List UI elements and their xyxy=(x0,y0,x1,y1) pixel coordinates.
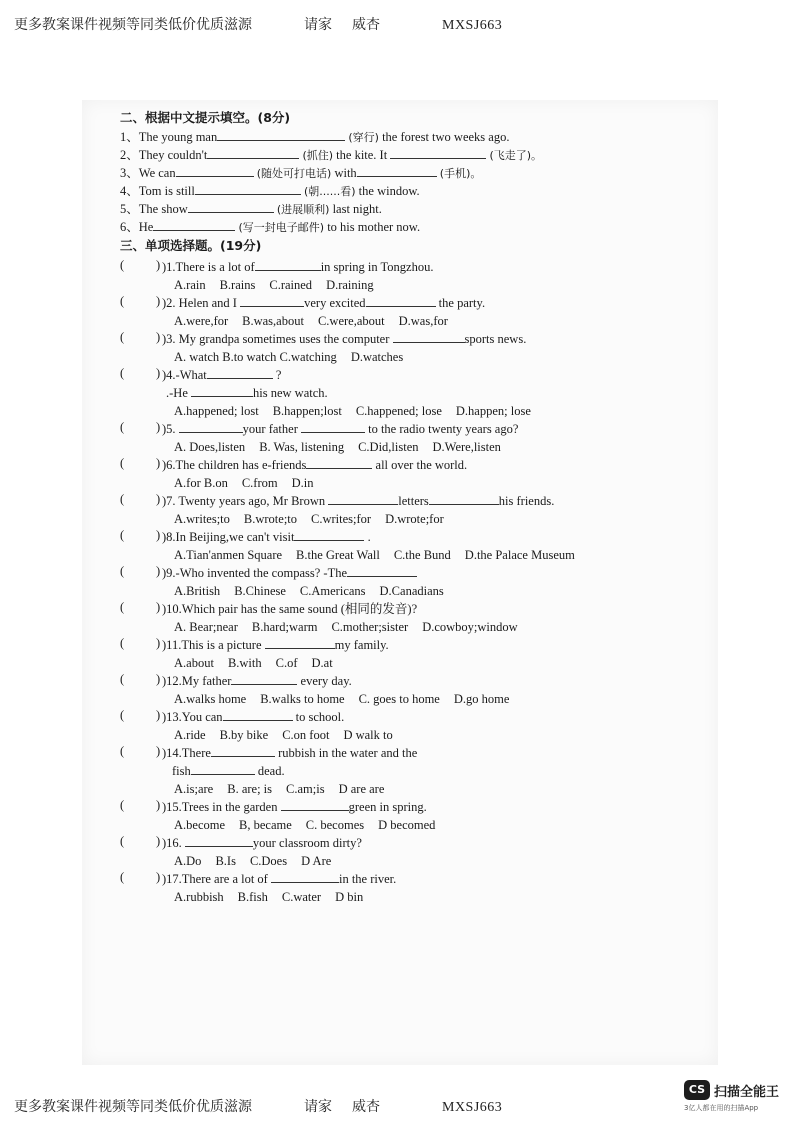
question-text: green in spring. xyxy=(348,800,427,814)
options xyxy=(162,816,678,834)
question-text: )7. Twenty years ago, Mr Brown xyxy=(162,494,326,508)
question-text: )2. Helen and I xyxy=(162,296,237,310)
question-text: )10.Which pair has the same sound (相同的发音)? xyxy=(162,602,418,616)
answer-blank[interactable] xyxy=(207,366,273,379)
answer-blank[interactable] xyxy=(211,744,275,757)
options xyxy=(162,726,678,744)
option[interactable]: A.Tian'anmen Square xyxy=(174,548,283,562)
question-10 xyxy=(118,600,678,636)
question-text: the party. xyxy=(438,296,486,310)
answer-blank[interactable] xyxy=(231,672,297,685)
question-text: )16. xyxy=(162,836,182,850)
option[interactable]: B. Was, listening xyxy=(259,440,345,454)
answer-blank[interactable] xyxy=(306,456,372,469)
option[interactable]: D.was,for xyxy=(398,314,448,328)
answer-blank[interactable] xyxy=(240,294,304,307)
answer-paren[interactable] xyxy=(120,564,164,579)
question-4 xyxy=(118,366,678,420)
option[interactable]: D becomed xyxy=(378,818,436,832)
question-text: )13.You can xyxy=(162,710,223,724)
answer-blank[interactable] xyxy=(176,164,254,177)
option[interactable]: C. goes to home xyxy=(358,692,440,706)
option[interactable]: C.Americans xyxy=(299,584,366,598)
answer-blank[interactable] xyxy=(191,762,255,775)
chinese-hint: (飞走了)。 xyxy=(489,149,543,162)
banner-text: 威杏 xyxy=(352,1099,380,1115)
option[interactable]: A.ride xyxy=(174,728,206,742)
option[interactable]: B.with xyxy=(227,656,262,670)
logo-name: 扫描全能王 xyxy=(714,1085,780,1100)
answer-paren[interactable] xyxy=(120,600,164,615)
question-text: rubbish in the water and the xyxy=(278,746,418,760)
logo-tagline: 3亿人都在用的扫描App xyxy=(684,1104,759,1112)
question-text: )1.There is a lot of xyxy=(162,260,255,274)
option[interactable]: B.the Great Wall xyxy=(296,548,380,562)
option[interactable]: A.Do xyxy=(174,854,202,868)
item-number: 3、 xyxy=(120,166,139,180)
fill-item xyxy=(120,218,678,236)
question-text: )15.Trees in the garden xyxy=(162,800,278,814)
fill-item xyxy=(120,164,678,182)
question-7 xyxy=(118,492,678,528)
option[interactable]: C.writes;for xyxy=(311,512,372,526)
banner-text: 更多教案课件视频等同类低价优质滋源 xyxy=(14,1099,252,1115)
scanner-logo xyxy=(684,1080,784,1114)
option[interactable]: B.Is xyxy=(215,854,236,868)
question-9 xyxy=(118,564,678,600)
chinese-hint: (穿行) xyxy=(348,131,379,144)
question-text: to school. xyxy=(295,710,345,724)
question-text: dead. xyxy=(257,764,285,778)
options xyxy=(162,852,678,870)
option[interactable]: A.walks home xyxy=(174,692,247,706)
answer-paren[interactable] xyxy=(120,636,164,651)
option[interactable]: D.happen; lose xyxy=(455,404,531,418)
answer-paren[interactable] xyxy=(120,744,164,759)
options xyxy=(162,510,678,528)
answer-blank[interactable] xyxy=(294,528,364,541)
option[interactable]: D Are xyxy=(301,854,332,868)
banner-text: 请家 xyxy=(304,1099,332,1115)
answer-blank[interactable] xyxy=(347,564,417,577)
item-text: to his mother now. xyxy=(327,220,421,234)
fill-item xyxy=(120,146,678,164)
option[interactable]: C.the Bund xyxy=(393,548,451,562)
answer-blank[interactable] xyxy=(265,636,335,649)
item-text: the forest two weeks ago. xyxy=(382,130,510,144)
question-text: his friends. xyxy=(498,494,555,508)
option[interactable]: B.fish xyxy=(237,890,268,904)
question-2 xyxy=(118,294,678,330)
option[interactable]: A.were,for xyxy=(174,314,229,328)
question-text: your father xyxy=(242,422,298,436)
item-text: with xyxy=(334,166,357,180)
question-text: )11.This is a picture xyxy=(162,638,262,652)
options xyxy=(162,690,678,708)
answer-paren[interactable] xyxy=(120,420,164,435)
options xyxy=(162,618,678,636)
question-text: all over the world. xyxy=(375,458,468,472)
option[interactable]: C.from xyxy=(241,476,278,490)
question-text: my family. xyxy=(334,638,389,652)
question-5 xyxy=(118,420,678,456)
option[interactable]: D walk to xyxy=(343,728,393,742)
option[interactable]: D.raining xyxy=(326,278,374,292)
option[interactable]: C. becomes xyxy=(305,818,365,832)
option[interactable]: C.mother;sister xyxy=(331,620,409,634)
answer-blank[interactable] xyxy=(255,258,321,271)
banner-code: MXSJ663 xyxy=(442,1100,503,1115)
chinese-hint: (抓住) xyxy=(302,149,334,162)
fill-item xyxy=(120,182,678,200)
option[interactable]: A.British xyxy=(174,584,221,598)
option[interactable]: A.rubbish xyxy=(174,890,224,904)
answer-paren[interactable] xyxy=(120,492,164,507)
option[interactable]: D.go home xyxy=(453,692,510,706)
section3-title: 三、单项选择题。(19分) xyxy=(120,238,262,253)
item-number: 4、 xyxy=(120,184,139,198)
option[interactable]: D.wrote;for xyxy=(385,512,444,526)
item-text: last night. xyxy=(332,202,382,216)
option[interactable]: A.rain xyxy=(174,278,206,292)
options xyxy=(162,312,678,330)
question-14 xyxy=(118,744,678,798)
question-text: )9.-Who invented the compass? -The xyxy=(162,566,348,580)
answer-blank[interactable] xyxy=(429,492,499,505)
options xyxy=(162,276,678,294)
option[interactable]: D.in xyxy=(291,476,314,490)
question-text: ? xyxy=(275,368,282,382)
options xyxy=(162,474,678,492)
item-text: Tom is still xyxy=(138,184,195,198)
question-text: your classroom dirty? xyxy=(252,836,362,850)
question-6 xyxy=(118,456,678,492)
options xyxy=(162,546,678,564)
question-text: )4.-What xyxy=(162,368,207,382)
question-17 xyxy=(118,870,678,906)
option[interactable]: C.happened; lose xyxy=(355,404,442,418)
question-text: in the river. xyxy=(338,872,397,886)
answer-blank[interactable] xyxy=(366,294,436,307)
answer-blank[interactable] xyxy=(191,384,253,397)
option[interactable]: D.the Palace Museum xyxy=(464,548,575,562)
option[interactable]: D.Canadians xyxy=(379,584,444,598)
cs-logo-icon: CS xyxy=(684,1080,710,1100)
option[interactable]: B.rains xyxy=(219,278,256,292)
option[interactable]: D.at xyxy=(311,656,333,670)
item-text: The young man xyxy=(138,130,218,144)
question-text: )6.The children has e-friends xyxy=(162,458,307,472)
answer-blank[interactable] xyxy=(301,420,365,433)
option[interactable]: D.cowboy;window xyxy=(422,620,518,634)
answer-blank[interactable] xyxy=(281,798,349,811)
option[interactable]: C.of xyxy=(275,656,298,670)
question-text: letters xyxy=(398,494,429,508)
option[interactable]: D bin xyxy=(335,890,364,904)
option[interactable]: B, became xyxy=(239,818,292,832)
option[interactable]: A. Does,listen xyxy=(174,440,246,454)
chinese-hint: (写一封电子邮件) xyxy=(238,221,325,234)
option[interactable]: B.Chinese xyxy=(234,584,286,598)
option[interactable]: B.happen;lost xyxy=(272,404,342,418)
question-text: )12.My father xyxy=(162,674,232,688)
options xyxy=(162,438,678,456)
chinese-hint: (进展顺利) xyxy=(276,203,330,216)
option[interactable]: B.wrote;to xyxy=(243,512,298,526)
question-text: )17.There are a lot of xyxy=(162,872,268,886)
answer-blank[interactable] xyxy=(390,146,486,159)
fill-item xyxy=(120,200,678,218)
option[interactable]: C.am;is xyxy=(286,782,325,796)
question-text: )5. xyxy=(162,422,176,436)
answer-paren[interactable] xyxy=(120,366,164,381)
option[interactable]: A.for B.on xyxy=(174,476,228,490)
answer-paren[interactable] xyxy=(120,528,164,543)
option[interactable]: C.rained xyxy=(269,278,313,292)
option[interactable]: C.Does xyxy=(249,854,288,868)
option[interactable]: C.were,about xyxy=(317,314,385,328)
answer-blank[interactable] xyxy=(195,182,301,195)
answer-blank[interactable] xyxy=(271,870,339,883)
option[interactable]: D are are xyxy=(338,782,385,796)
answer-blank[interactable] xyxy=(188,200,274,213)
option[interactable]: C.on foot xyxy=(282,728,330,742)
item-text: the kite. It xyxy=(336,148,388,162)
answer-paren[interactable] xyxy=(120,456,164,471)
item-text: the window. xyxy=(358,184,420,198)
fill-item xyxy=(120,128,678,146)
answer-blank[interactable] xyxy=(185,834,253,847)
option[interactable]: B.hard;warm xyxy=(251,620,318,634)
option[interactable]: C.Did,listen xyxy=(358,440,419,454)
section2-title: 二、根据中文提示填空。(8分) xyxy=(120,110,291,125)
item-text: The show xyxy=(138,202,188,216)
question-15 xyxy=(118,798,678,834)
banner-text: 威杏 xyxy=(352,17,380,33)
option[interactable]: A.writes;to xyxy=(174,512,230,526)
option[interactable]: B.walks to home xyxy=(260,692,345,706)
question-16 xyxy=(118,834,678,870)
question-text: in spring in Tongzhou. xyxy=(320,260,434,274)
answer-paren[interactable] xyxy=(120,330,164,345)
item-text: They couldn't xyxy=(138,148,208,162)
question-text: .-He xyxy=(166,386,188,400)
item-number: 5、 xyxy=(120,202,139,216)
option[interactable]: A.happened; lost xyxy=(174,404,259,418)
question-text: )3. My grandpa sometimes uses the computer xyxy=(162,332,390,346)
answer-paren[interactable] xyxy=(120,258,164,273)
option[interactable]: D.Were,listen xyxy=(432,440,501,454)
banner-text: 更多教案课件视频等同类低价优质滋源 xyxy=(14,17,252,33)
option[interactable]: A.become xyxy=(174,818,226,832)
options xyxy=(162,654,678,672)
question-text: his new watch. xyxy=(253,386,328,400)
question-3 xyxy=(118,330,678,366)
option[interactable]: B. are; is xyxy=(227,782,273,796)
question-text: fish xyxy=(172,764,191,778)
options xyxy=(162,348,678,366)
chinese-hint: (朝......看) xyxy=(303,185,356,198)
answer-paren[interactable] xyxy=(120,834,164,849)
question-text: every day. xyxy=(300,674,352,688)
option[interactable]: B.by bike xyxy=(219,728,269,742)
question-12 xyxy=(118,672,678,708)
question-1 xyxy=(118,258,678,294)
top-banner xyxy=(14,14,502,36)
answer-blank[interactable] xyxy=(223,708,293,721)
answer-paren[interactable] xyxy=(120,672,164,687)
options xyxy=(162,780,678,798)
options xyxy=(162,888,678,906)
option[interactable]: A.is;are xyxy=(174,782,214,796)
option[interactable]: B.was,about xyxy=(242,314,304,328)
item-number: 1、 xyxy=(120,130,139,144)
option[interactable]: A. watch B.to watch C.watching xyxy=(174,350,337,364)
question-8 xyxy=(118,528,678,564)
item-text: We can xyxy=(138,166,176,180)
answer-paren[interactable] xyxy=(120,708,164,723)
chinese-hint: (手机)。 xyxy=(439,167,482,180)
answer-blank[interactable] xyxy=(357,164,437,177)
question-text: to the radio twenty years ago? xyxy=(368,422,519,436)
option[interactable]: D.watches xyxy=(350,350,404,364)
options xyxy=(162,402,678,420)
question-text: )14.There xyxy=(162,746,211,760)
answer-blank[interactable] xyxy=(207,146,299,159)
question-11 xyxy=(118,636,678,672)
answer-blank[interactable] xyxy=(393,330,465,343)
answer-blank[interactable] xyxy=(217,128,345,141)
item-number: 2、 xyxy=(120,148,139,162)
answer-paren[interactable] xyxy=(120,870,164,885)
question-text: very excited xyxy=(304,296,366,310)
option[interactable]: A. Bear;near xyxy=(174,620,238,634)
answer-blank[interactable] xyxy=(179,420,243,433)
option[interactable]: C.water xyxy=(281,890,322,904)
option[interactable]: A.about xyxy=(174,656,214,670)
question-13 xyxy=(118,708,678,744)
banner-code: MXSJ663 xyxy=(442,18,503,33)
banner-text: 请家 xyxy=(304,17,332,33)
question-text: . xyxy=(367,530,371,544)
exam-content xyxy=(118,108,678,906)
item-text: He xyxy=(138,220,154,234)
answer-blank[interactable] xyxy=(328,492,398,505)
question-text: sports news. xyxy=(464,332,527,346)
answer-paren[interactable] xyxy=(120,798,164,813)
bottom-banner xyxy=(14,1096,502,1118)
question-text: )8.In Beijing,we can't visit xyxy=(162,530,295,544)
options xyxy=(162,582,678,600)
answer-paren[interactable] xyxy=(120,294,164,309)
chinese-hint: (随处可打电话) xyxy=(256,167,332,180)
answer-blank[interactable] xyxy=(153,218,235,231)
item-number: 6、 xyxy=(120,220,139,234)
